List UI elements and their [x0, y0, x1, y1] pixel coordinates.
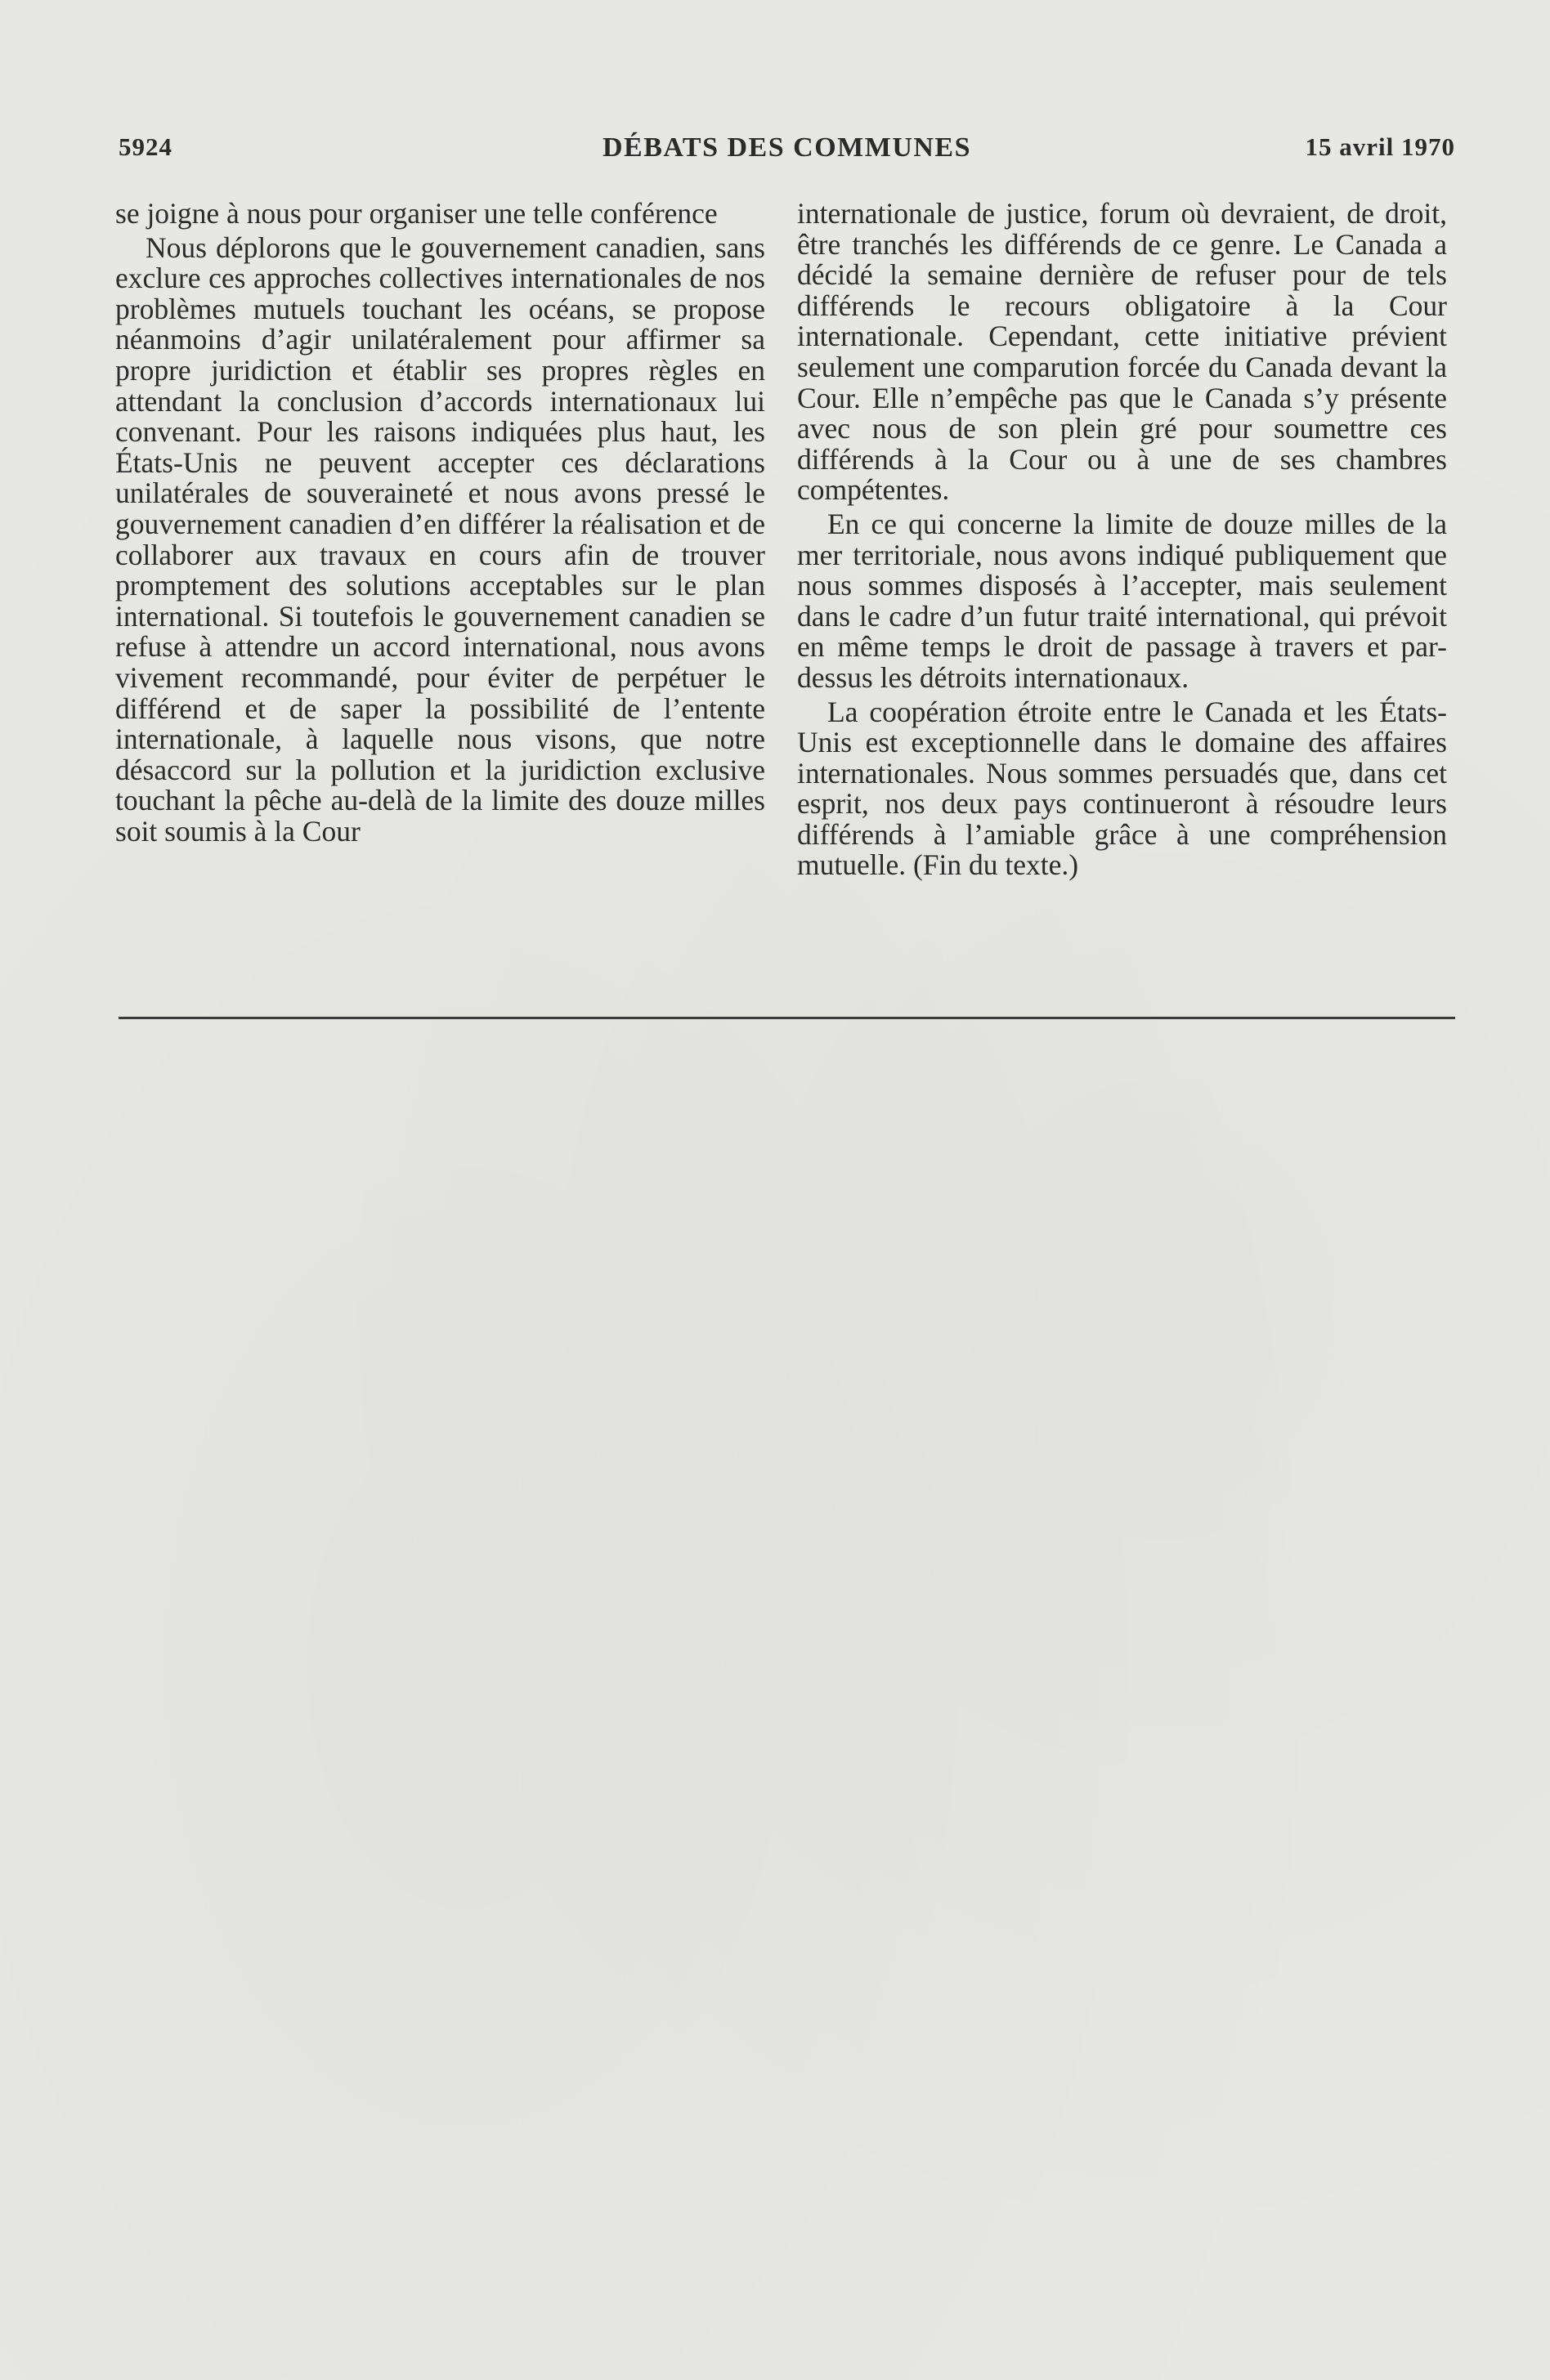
page-header: [119, 132, 1455, 172]
section-divider: [119, 1017, 1455, 1019]
publication-title: DÉBATS DES COMMUNES: [602, 132, 972, 163]
paragraph: La coopération étroite entre le Canada et les États-Unis est exceptionnelle dans le domaine des affaires internationales. Nous sommes persuadés que, dans cet esprit, nos deux pays continueront à résoudre leurs différends à l’amiable grâce à une compréhension mutuelle. (Fin du texte.): [797, 695, 1447, 882]
paragraph: se joigne à nous pour organiser une telle conférence: [115, 197, 718, 230]
left-column: [115, 199, 765, 847]
page-number: 5924: [119, 132, 172, 161]
paragraph: internationale de justice, forum où devraient, de droit, être tranchés les différends de ce genre. Le Canada a décidé la semaine dernière de refuser pour de tels différends le recours obligatoire à la Cour internationale. Cependant, cette initiative prévient seulement une comparution forcée du Canada devant la Cour. Elle n’empêche pas que le Canada s’y présente avec nous de son plein gré pour soumettre ces différends à la Cour ou à une de ses chambres compétentes.: [797, 197, 1447, 507]
issue-date: 15 avril 1970: [1305, 132, 1455, 161]
paragraph: En ce qui concerne la limite de douze milles de la mer territoriale, nous avons indiqué publiquement que nous sommes disposés à l’accepter, mais seulement dans le cadre d’un futur traité international, qui prévoit en même temps le droit de passage à travers et par-dessus les détroits internationaux.: [797, 507, 1447, 694]
right-column: [797, 199, 1447, 881]
paragraph: Nous déplorons que le gouvernement canadien, sans exclure ces approches collectives internationales de nos problèmes mutuels touchant les océans, se propose néanmoins d’agir unilatéralement pour affirmer sa propre juridiction et établir ses propres règles en attendant la conclusion d’accords internationaux lui convenant. Pour les raisons indiquées plus haut, les États-Unis ne peuvent accepter ces déclarations unilatérales de souveraineté et nous avons pressé le gouvernement canadien d’en différer la réalisation et de collaborer aux travaux en cours afin de trouver promptement des solutions acceptables sur le plan international. Si toutefois le gouvernement canadien se refuse à attendre un accord international, nous avons vivement recommandé, pour éviter de perpétuer le différend et de saper la possibilité de l’entente internationale, à laquelle nous visons, que notre désaccord sur la pollution et la juridiction exclusive touchant la pêche au-delà de la limite des douze milles soit soumis à la Cour: [115, 230, 765, 848]
